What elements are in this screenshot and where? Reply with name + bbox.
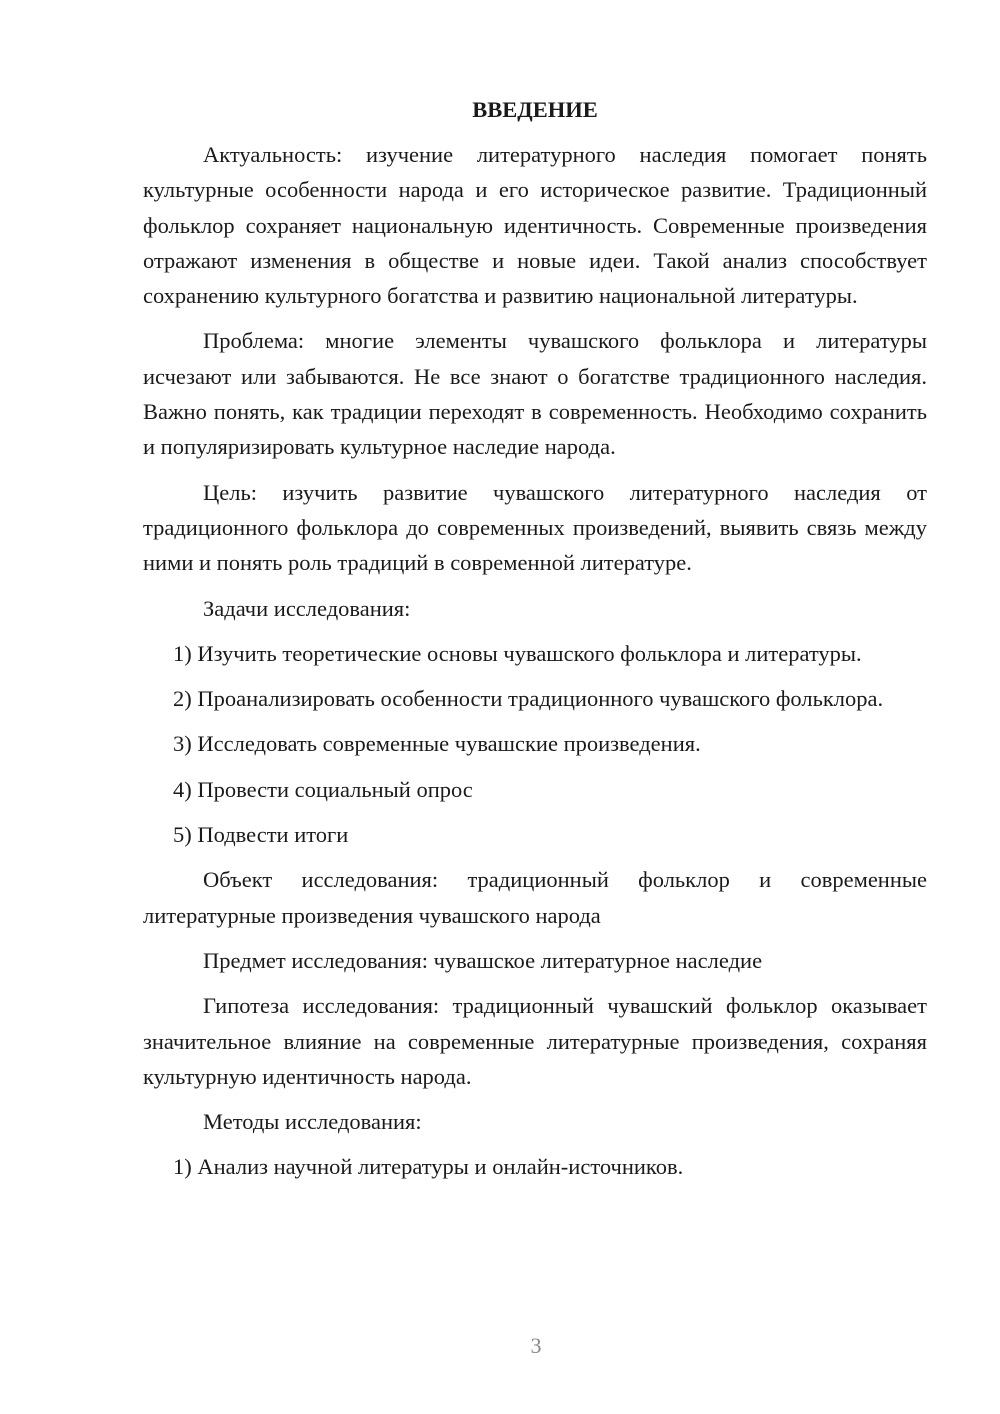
task-item: 1) Изучить теоретические основы чувашского фольклора и литературы.	[173, 640, 862, 666]
task-item: 5) Подвести итоги	[173, 822, 349, 848]
subject-paragraph: Предмет исследования: чувашское литературное наследие	[203, 947, 763, 973]
task-item: 2) Проанализировать особенности традиционного чувашского фольклора.	[173, 686, 884, 712]
tasks-heading: Задачи исследования:	[203, 595, 411, 621]
page-number: 3	[530, 1333, 542, 1358]
task-item: 4) Провести социальный опрос	[173, 776, 473, 802]
page-title: ВВЕДЕНИЕ	[472, 97, 598, 122]
page-body	[143, 92, 927, 1195]
object-paragraph: Объект исследования: традиционный фольклор и современные литературные произведения чувашского народа	[143, 867, 927, 928]
relevance-paragraph: Актуальность: изучение литературного наследия помогает понять культурные особенности народа и его историческое развитие. Традиционный фольклор сохраняет национальную идентичность. Современные произведения отражают изменения в обществе и новые идеи. Такой анализ способствует сохранению культурного богатства и развитию национальной литературы.	[143, 142, 927, 309]
methods-heading: Методы исследования:	[203, 1109, 422, 1135]
task-item: 3) Исследовать современные чувашские произведения.	[173, 731, 701, 757]
problem-paragraph: Проблема: многие элементы чувашского фольклора и литературы исчезают или забываются. Не все знают о богатстве традиционного наследия. Важно понять, как традиции переходят в современность. Необходимо сохранить и популяризировать культурное наследие народа.	[143, 328, 927, 460]
hypothesis-paragraph: Гипотеза исследования: традиционный чувашский фольклор оказывает значительное влияние на современные литературные произведения, сохраняя культурную идентичность народа.	[143, 993, 927, 1089]
method-item: 1) Анализ научной литературы и онлайн-источников.	[173, 1154, 684, 1180]
goal-paragraph: Цель: изучить развитие чувашского литературного наследия от традиционного фольклора до современных произведений, выявить связь между ними и понять роль традиций в современной литературе.	[143, 479, 927, 576]
